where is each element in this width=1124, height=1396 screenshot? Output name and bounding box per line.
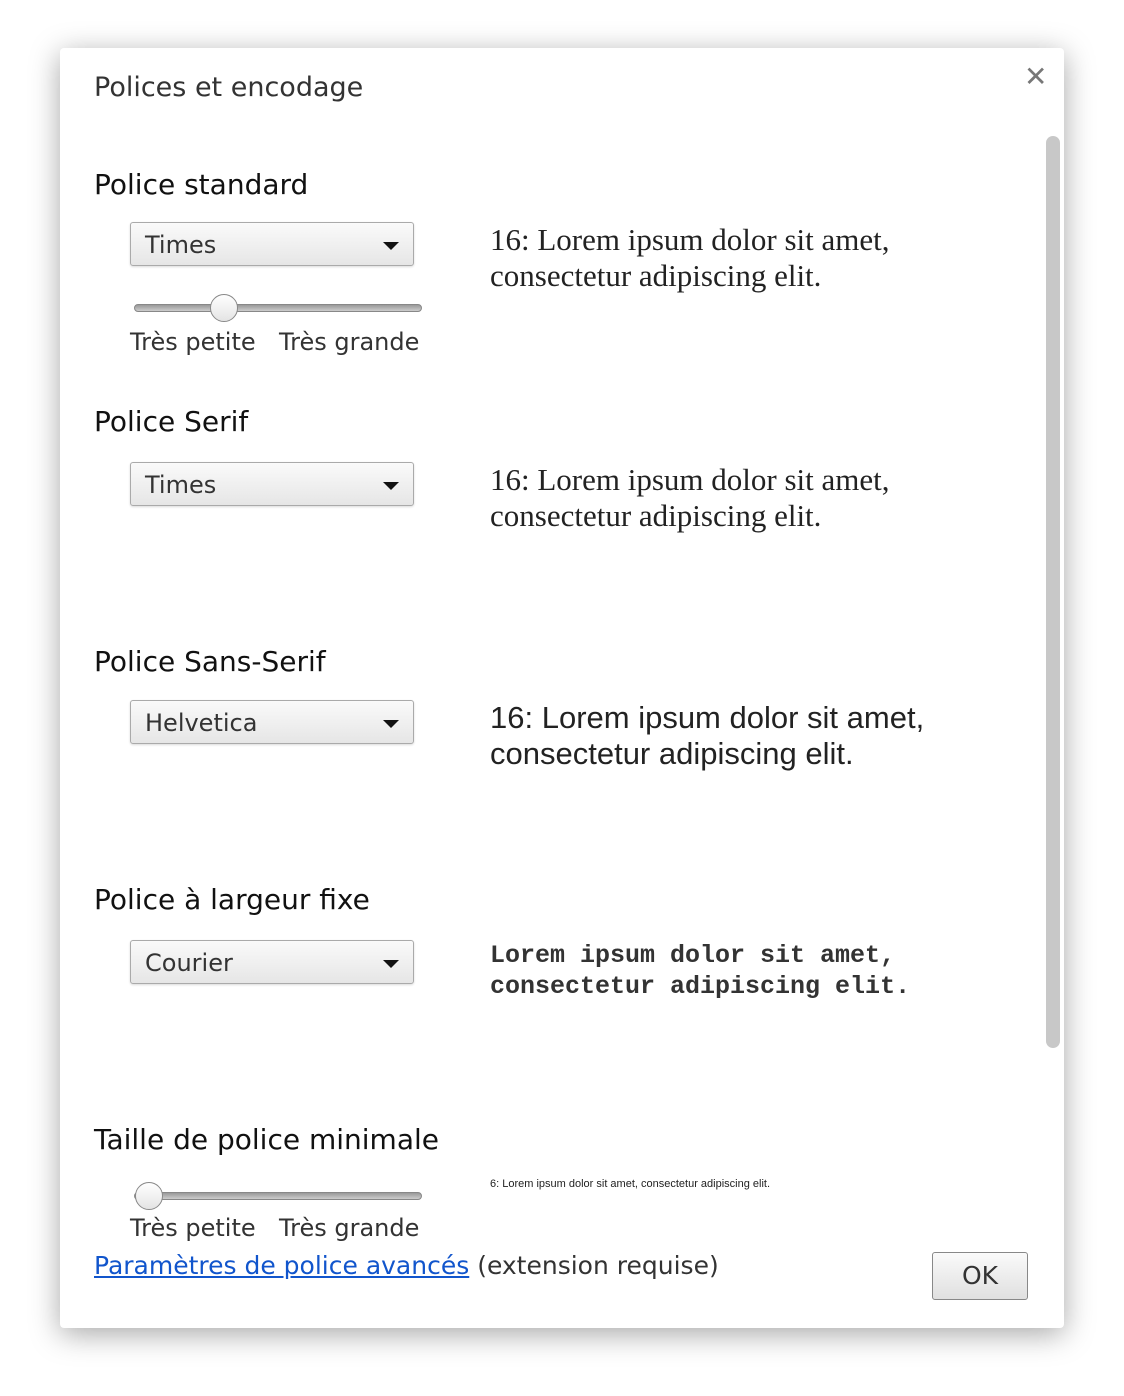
slider-min-label: Très petite — [130, 1214, 256, 1242]
fixed-font-select[interactable] — [130, 940, 414, 984]
footer-text — [94, 1251, 719, 1280]
standard-font-select[interactable] — [130, 222, 414, 266]
slider-min-label: Très petite — [130, 328, 256, 356]
section-heading-sans-serif: Police Sans-Serif — [94, 645, 326, 678]
slider-thumb[interactable] — [135, 1182, 163, 1210]
fonts-dialog — [60, 48, 1064, 1328]
select-value: Courier — [145, 949, 233, 977]
section-heading-fixed: Police à largeur fixe — [94, 883, 370, 916]
dialog-title: Polices et encodage — [94, 72, 364, 103]
scroll-area — [60, 148, 1064, 1242]
dropdown-arrow-icon — [383, 242, 399, 250]
ok-button[interactable]: OK — [932, 1252, 1028, 1300]
close-icon[interactable]: ✕ — [1024, 60, 1048, 93]
sans-serif-font-select[interactable] — [130, 700, 414, 744]
minimum-sample: 6: Lorem ipsum dolor sit amet, consectetur adipiscing elit. — [490, 1178, 771, 1190]
section-heading-minimum: Taille de police minimale — [94, 1123, 439, 1156]
dropdown-arrow-icon — [383, 960, 399, 968]
advanced-font-settings-link[interactable]: Paramètres de police avancés — [94, 1251, 470, 1280]
scrollbar[interactable] — [1046, 136, 1060, 1048]
sans-serif-sample: 16: Lorem ipsum dolor sit amet, consectetur adipiscing elit. — [490, 700, 925, 771]
select-value: Helvetica — [145, 709, 258, 737]
minimum-size-slider[interactable] — [134, 1192, 422, 1200]
slider-max-label: Très grande — [279, 328, 420, 356]
fixed-sample: Lorem ipsum dolor sit amet, consectetur adipiscing elit. — [490, 941, 911, 1001]
extension-note: (extension requise) — [469, 1251, 719, 1280]
serif-font-select[interactable] — [130, 462, 414, 506]
select-value: Times — [145, 471, 217, 499]
slider-thumb[interactable] — [210, 294, 238, 322]
standard-sample: 16: Lorem ipsum dolor sit amet, consectetur adipiscing elit. — [490, 222, 890, 293]
slider-max-label: Très grande — [279, 1214, 420, 1242]
section-heading-standard: Police standard — [94, 168, 309, 201]
serif-sample: 16: Lorem ipsum dolor sit amet, consectetur adipiscing elit. — [490, 462, 890, 533]
dropdown-arrow-icon — [383, 720, 399, 728]
dropdown-arrow-icon — [383, 482, 399, 490]
select-value: Times — [145, 231, 217, 259]
section-heading-serif: Police Serif — [94, 405, 249, 438]
font-size-slider[interactable] — [134, 304, 422, 312]
